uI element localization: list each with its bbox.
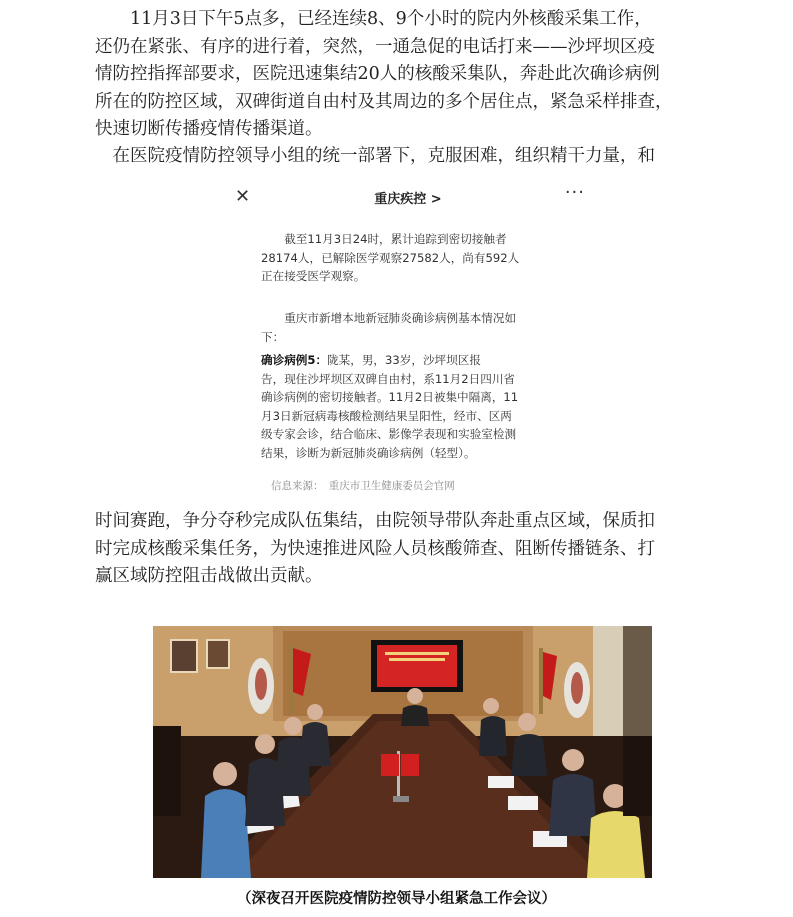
notice-line [261, 351, 583, 370]
text-line: 在医院疫情防控领导小组的统一部署下，克服困难，组织精干力量，和 [95, 146, 655, 166]
embedded-app-screenshot [223, 178, 593, 496]
notice-line: 结果，诊断为新冠肺炎确诊病例（轻型）。 [261, 445, 476, 460]
notice-line: 告，现住沙坪坝区双碑自由村，系11月2日四川省 [261, 371, 516, 386]
notice-line: 月3日新冠病毒核酸检测结果呈阳性，经市、区两 [261, 408, 512, 423]
text-line: 快速切断传播疫情传播渠道。 [95, 119, 323, 139]
text-line: 时完成核酸采集任务，为快速推进风险人员核酸筛查、阻断传播链条、打 [95, 538, 655, 559]
source-note: 信息来源： 重庆市卫生健康委员会官网 [271, 480, 455, 492]
paragraph-2 [95, 143, 695, 171]
text-line: 情防控指挥部要求，医院迅速集结20人的核酸采集队，奔赴此次确诊病例 [95, 64, 660, 84]
text-line: 11月3日下午5点多，已经连续8、9个小时的院内外核酸采集工作， [95, 9, 652, 29]
notice-line: 28174人，已解除医学观察27582人，尚有592人 [261, 250, 520, 265]
paragraph-3 [95, 508, 695, 591]
notice-block-2 [261, 309, 583, 346]
notice-line: 确诊病例的密切接触者。11月2日被集中隔离，11 [261, 390, 519, 405]
notice-line: 重庆市新增本地新冠肺炎确诊病例基本情况如 [261, 311, 517, 325]
text-line: 时间赛跑，争分夺秒完成队伍集结，由院领导带队奔赴重点区域，保质扣 [95, 511, 655, 531]
notice-block-1 [261, 230, 583, 286]
close-icon[interactable]: ✕ [235, 186, 251, 207]
meeting-photo [153, 626, 652, 878]
paragraph-1 [95, 6, 695, 144]
notice-line: 级专家会诊，结合临床、影像学表现和实验室检测 [261, 427, 517, 442]
case-label: 确诊病例5： [261, 353, 328, 367]
meeting-photo-illustration [153, 626, 652, 878]
notice-line: 截至11月3日24时，累计追踪到密切接触者 [261, 232, 507, 246]
more-icon[interactable]: ··· [564, 182, 585, 203]
notice-line: 正在接受医学观察。 [261, 269, 366, 284]
notice-line: 下： [261, 329, 285, 344]
notice-block-3 [261, 351, 583, 463]
text-line: 还仍在紧张、有序的进行着，突然，一通急促的电话打来——沙坪坝区疫 [95, 36, 655, 57]
photo-caption: （深夜召开医院疫情防控领导小组紧急工作会议） [237, 891, 556, 907]
app-title[interactable]: 重庆疾控 > [374, 192, 442, 207]
case-details: 陇某，男，33岁，沙坪坝区报 [327, 353, 481, 367]
text-line: 赢区域防控阻击战做出贡献。 [95, 566, 323, 586]
text-line: 所在的防控区域，双碑街道自由村及其周边的多个居住点，紧急采样排查， [95, 91, 673, 112]
